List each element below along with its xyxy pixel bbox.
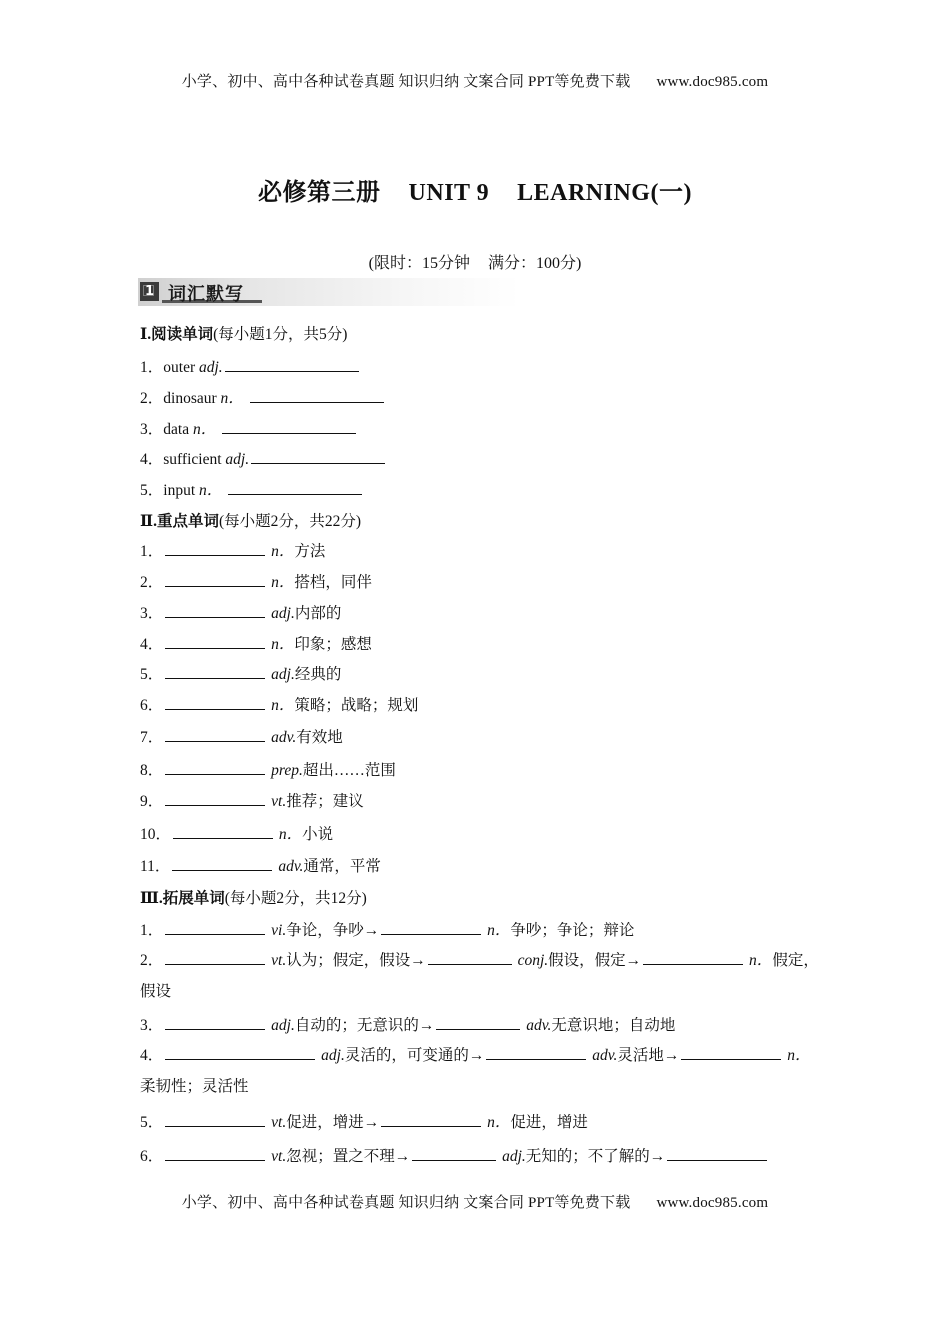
answer-blank[interactable] [173, 824, 273, 839]
section1-heading: Ⅰ.阅读单词(每小题1分，共5分) [140, 326, 348, 343]
page-title [0, 172, 950, 207]
answer-blank[interactable] [381, 920, 481, 935]
answer-blank[interactable] [428, 950, 512, 965]
answer-blank[interactable] [681, 1045, 781, 1060]
list-item: 2． n．搭档，同伴 [140, 574, 372, 591]
answer-blank[interactable] [172, 856, 272, 871]
answer-blank[interactable] [165, 1112, 265, 1127]
answer-blank[interactable] [436, 1015, 520, 1030]
list-item: 11． adv.通常，平常 [140, 858, 381, 875]
list-item: 6． n．策略；战略；规划 [140, 697, 419, 714]
answer-blank[interactable] [251, 449, 385, 464]
list-item: 1． n．方法 [140, 543, 326, 560]
list-item: 5． vt.促进，增进→ n．促进，增进 [140, 1114, 588, 1131]
answer-blank[interactable] [228, 480, 362, 495]
list-item: 3． adj.自动的；无意识的→ adv.无意识地；自动地 [140, 1017, 676, 1034]
time-limit [0, 250, 950, 273]
section-banner [138, 278, 520, 306]
list-item: 2．dinosaur n． [140, 386, 820, 408]
list-item: 3．data n． [140, 417, 820, 439]
answer-blank[interactable] [165, 760, 265, 775]
answer-blank[interactable] [165, 791, 265, 806]
answer-blank[interactable] [667, 1146, 767, 1161]
footer-site: www.doc985.com [656, 1195, 769, 1211]
banner-number-icon: 1 [140, 282, 159, 301]
list-item: 7． adv.有效地 [140, 729, 343, 746]
title-unit: UNIT 9 [408, 180, 490, 206]
header-site: www.doc985.com [656, 74, 769, 90]
list-item: 5． adj.经典的 [140, 666, 342, 683]
answer-blank[interactable] [165, 1146, 265, 1161]
answer-blank[interactable] [412, 1146, 496, 1161]
answer-blank[interactable] [486, 1045, 586, 1060]
answer-blank[interactable] [165, 541, 265, 556]
answer-blank[interactable] [381, 1112, 481, 1127]
list-item: 3． adj.内部的 [140, 605, 342, 622]
limit-score: 满分：100分) [488, 255, 582, 272]
answer-blank[interactable] [165, 603, 265, 618]
answer-blank[interactable] [165, 634, 265, 649]
list-item: 1．outer adj. [140, 355, 820, 377]
title-name: LEARNING(一) [517, 180, 692, 206]
list-item: 1． vi.争论，争吵→ n．争吵；争论；辩论 [140, 922, 635, 939]
answer-blank[interactable] [250, 388, 384, 403]
section3-heading: Ⅲ.拓展单词(每小题2分，共12分) [140, 890, 367, 907]
list-item: 4． adj.灵活的，可变通的→ adv.灵活地→ n．柔韧性；灵活性 [140, 1047, 811, 1095]
page-footer [0, 1191, 950, 1212]
answer-blank[interactable] [225, 357, 359, 372]
answer-blank[interactable] [165, 695, 265, 710]
title-book: 必修第三册 [258, 180, 381, 206]
answer-blank[interactable] [222, 419, 356, 434]
list-item: 10． n．小说 [140, 826, 334, 843]
section2-heading: Ⅱ.重点单词(每小题2分，共22分) [140, 513, 362, 530]
list-item: 5．input n． [140, 478, 820, 500]
answer-blank[interactable] [165, 1045, 315, 1060]
answer-blank[interactable] [643, 950, 743, 965]
answer-blank[interactable] [165, 950, 265, 965]
list-item: 2． vt.认为；假定，假设→ conj.假设，假定→ n．假定，假设 [140, 952, 819, 1000]
answer-blank[interactable] [165, 727, 265, 742]
answer-blank[interactable] [165, 664, 265, 679]
list-item: 8． prep.超出……范围 [140, 762, 396, 779]
answer-blank[interactable] [165, 1015, 265, 1030]
list-item: 9． vt.推荐；建议 [140, 793, 364, 810]
limit-time: (限时：15分钟 [368, 255, 470, 272]
banner-label: 词汇默写 [168, 284, 244, 305]
list-item: 6． vt.忽视；置之不理→ adj.无知的；不了解的→ [140, 1144, 820, 1166]
answer-blank[interactable] [165, 572, 265, 587]
list-item: 4． n．印象；感想 [140, 636, 372, 653]
list-item: 4．sufficient adj. [140, 447, 820, 469]
header-text: 小学、初中、高中各种试卷真题 知识归纳 文案合同 PPT等免费下载 [181, 74, 631, 90]
footer-text: 小学、初中、高中各种试卷真题 知识归纳 文案合同 PPT等免费下载 [181, 1195, 631, 1211]
answer-blank[interactable] [165, 920, 265, 935]
page-header [0, 70, 950, 91]
